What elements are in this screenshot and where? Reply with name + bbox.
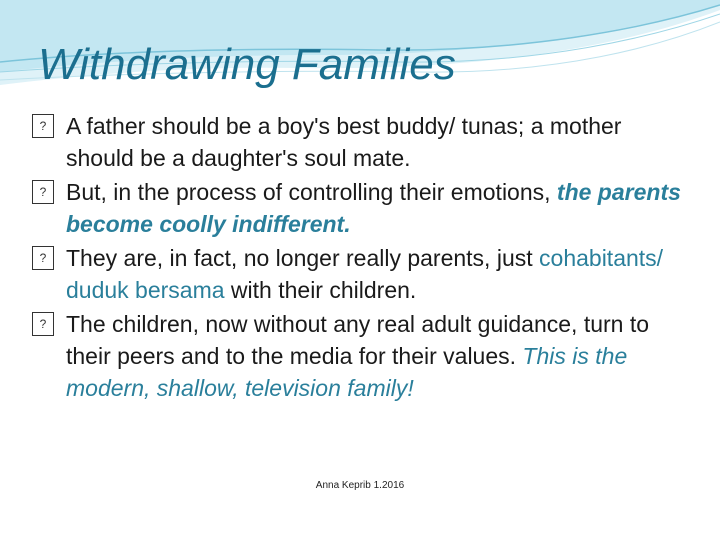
bullet-text-end: with their children. <box>224 277 417 303</box>
bullet-list <box>30 110 690 406</box>
bullet-item <box>30 242 690 306</box>
bullet-marker-icon: ? <box>32 180 54 204</box>
bullet-text: A father should be a boy's best buddy/ tunas; a mother should be a daughter's soul mate. <box>66 113 622 171</box>
bullet-text: They are, in fact, no longer really parents, just <box>66 245 540 271</box>
bullet-item <box>30 308 690 404</box>
bullet-emphasis: the parents become coolly indifferent. <box>66 179 681 237</box>
bullet-highlight: cohabitants/ duduk bersama <box>66 245 664 303</box>
bullet-item <box>30 176 690 240</box>
bullet-text: The children, now without any real adult guidance, turn to their peers and to the media for their values. <box>66 311 650 369</box>
bullet-marker-icon: ? <box>32 312 54 336</box>
bullet-item <box>30 110 690 174</box>
slide-title: Withdrawing Families <box>38 40 456 89</box>
slide-footer: Anna Keprib 1.2016 <box>315 480 405 491</box>
bullet-marker-icon: ? <box>32 246 54 270</box>
bullet-highlight-italic: This is the modern, shallow, television family! <box>66 343 628 401</box>
bullet-text: But, in the process of controlling their emotions, <box>66 179 557 205</box>
bullet-marker-icon: ? <box>32 114 54 138</box>
